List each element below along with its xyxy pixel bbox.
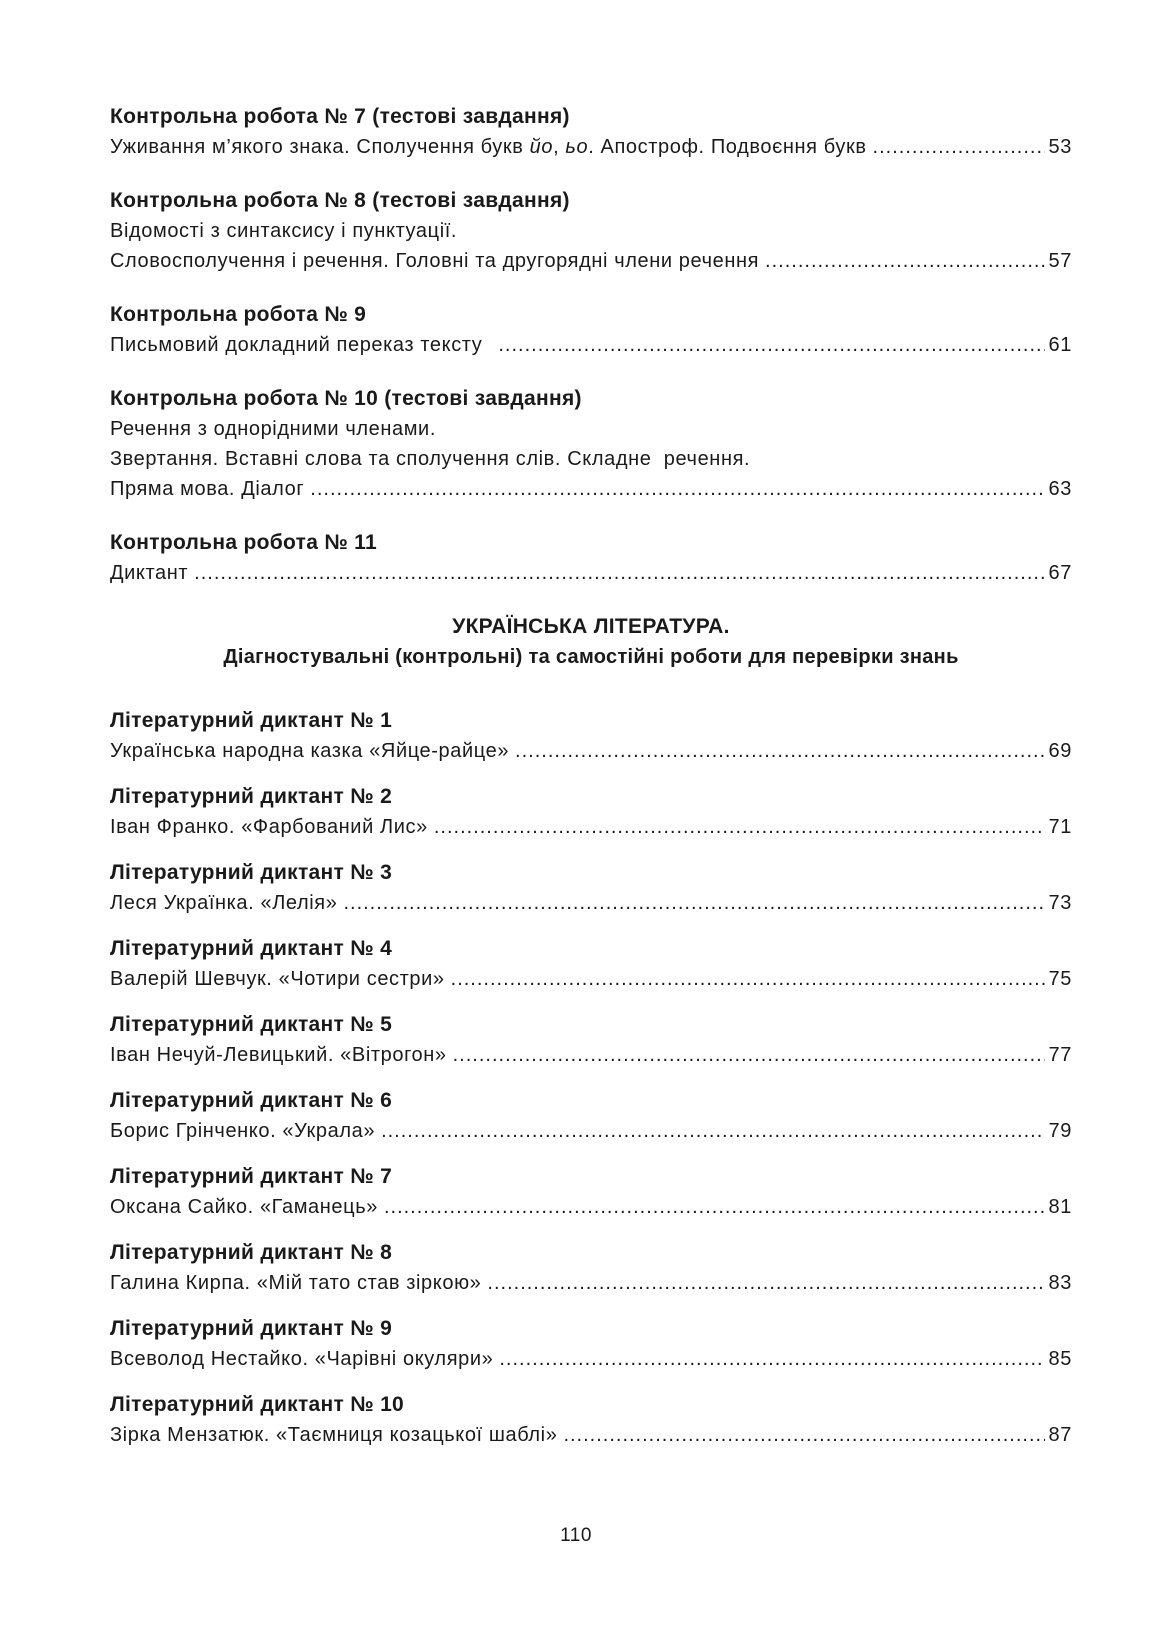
- toc-entry-test-10: [110, 384, 1072, 504]
- page-ref: 63: [1048, 478, 1072, 500]
- entry-text-italic: ьо: [565, 136, 589, 158]
- entry-line-with-page: [110, 558, 1072, 588]
- dot-leader: [515, 736, 1045, 766]
- dot-leader: [499, 1344, 1044, 1374]
- dot-leader: [453, 1040, 1045, 1070]
- entry-line-with-page: [110, 1116, 1072, 1146]
- entry-line-with-page: [110, 1040, 1072, 1070]
- entry-text: Іван Нечуй-Левицький. «Вітрогон»: [110, 1044, 447, 1066]
- toc-entry-literature: [110, 858, 1072, 918]
- entry-text: Леся Українка. «Лелія»: [110, 892, 338, 914]
- dot-leader: [381, 1116, 1044, 1146]
- page-ref: 81: [1048, 1196, 1072, 1218]
- toc-entry-test-11: [110, 528, 1072, 588]
- toc-entry-literature: [110, 1390, 1072, 1450]
- entry-text: Іван Франко. «Фарбований Лис»: [110, 816, 428, 838]
- entry-line: Відомості з синтаксису і пунктуації.: [110, 220, 458, 242]
- page-ref: 53: [1048, 136, 1072, 158]
- page-ref: 75: [1048, 968, 1072, 990]
- entry-text: Зірка Мензатюк. «Таємниця козацької шаблі»: [110, 1424, 558, 1446]
- entry-title: Літературний диктант № 9: [110, 1317, 393, 1340]
- entry-line-with-page: [110, 1268, 1072, 1298]
- toc-entry-test-9: [110, 300, 1072, 360]
- entry-line-with-page: [110, 474, 1072, 504]
- toc-entry-literature: [110, 782, 1072, 842]
- entry-text: Всеволод Нестайко. «Чарівні окуляри»: [110, 1348, 494, 1370]
- entry-title: Літературний диктант № 10: [110, 1393, 405, 1416]
- dot-leader: [498, 330, 1044, 360]
- entry-title: Літературний диктант № 2: [110, 785, 393, 808]
- entry-line-with-page: [110, 812, 1072, 842]
- entry-text: Борис Грінченко. «Украла»: [110, 1120, 376, 1142]
- entry-title: Літературний диктант № 6: [110, 1089, 393, 1112]
- entry-title: Літературний диктант № 7: [110, 1165, 393, 1188]
- entry-line-with-page: [110, 964, 1072, 994]
- entry-line-with-page: [110, 132, 1072, 162]
- dot-leader: [487, 1268, 1044, 1298]
- page-ref: 79: [1048, 1120, 1072, 1142]
- entry-line: Речення з однорідними членами.: [110, 418, 436, 440]
- toc-entry-literature: [110, 1086, 1072, 1146]
- entry-text-part: . Апостроф. Подвоєння букв: [588, 136, 867, 158]
- section-title: УКРАЇНСЬКА ЛІТЕРАТУРА.: [452, 615, 730, 638]
- page-ref: 67: [1048, 562, 1072, 584]
- entry-title: Контрольна робота № 8 (тестові завдання): [110, 189, 570, 212]
- page-ref: 87: [1048, 1424, 1072, 1446]
- entry-title: Контрольна робота № 10 (тестові завдання): [110, 387, 582, 410]
- entry-title: Літературний диктант № 1: [110, 709, 393, 732]
- dot-leader: [765, 246, 1045, 276]
- page-ref: 57: [1048, 250, 1072, 272]
- dot-leader: [343, 888, 1044, 918]
- page-ref: 73: [1048, 892, 1072, 914]
- entry-title: Контрольна робота № 7 (тестові завдання): [110, 105, 570, 128]
- entry-line-with-page: [110, 1344, 1072, 1374]
- toc-entry-literature: [110, 934, 1072, 994]
- page-ref: 69: [1048, 740, 1072, 762]
- dot-leader: [451, 964, 1045, 994]
- toc-entry-literature: [110, 1010, 1072, 1070]
- dot-leader: [873, 132, 1045, 162]
- toc-entry-test-8: [110, 186, 1072, 276]
- entry-title: Літературний диктант № 3: [110, 861, 393, 884]
- table-of-contents: [110, 102, 1072, 1466]
- section-subtitle: Діагностувальні (контрольні) та самостійні роботи для перевірки знань: [223, 646, 959, 668]
- toc-entry-literature: [110, 1162, 1072, 1222]
- page-ref: 71: [1048, 816, 1072, 838]
- entry-line-with-page: [110, 888, 1072, 918]
- entry-text: Пряма мова. Діалог: [110, 478, 305, 500]
- dot-leader: [384, 1192, 1045, 1222]
- entry-text-italic: йо: [529, 136, 554, 158]
- toc-entry-literature: [110, 1238, 1072, 1298]
- dot-leader: [563, 1420, 1044, 1450]
- entry-text: Українська народна казка «Яйце-райце»: [110, 740, 510, 762]
- section-heading: [110, 612, 1072, 672]
- toc-entry-literature: [110, 706, 1072, 766]
- entry-text: Словосполучення і речення. Головні та другорядні члени речення: [110, 250, 760, 272]
- dot-leader: [310, 474, 1044, 504]
- entry-text: Оксана Сайко. «Гаманець»: [110, 1196, 378, 1218]
- literature-list: [110, 706, 1072, 1450]
- entry-text: Валерій Шевчук. «Чотири сестри»: [110, 968, 445, 990]
- entry-title: Контрольна робота № 11: [110, 531, 377, 554]
- entry-line: Звертання. Вставні слова та сполучення слів. Складне речення.: [110, 448, 751, 470]
- entry-text: [110, 132, 867, 162]
- entry-title: Літературний диктант № 5: [110, 1013, 393, 1036]
- entry-text-part: Уживання м’якого знака. Сполучення букв: [110, 136, 530, 158]
- dot-leader: [434, 812, 1045, 842]
- page-ref: 61: [1048, 334, 1072, 356]
- page-ref: 77: [1048, 1044, 1072, 1066]
- entry-line-with-page: [110, 1192, 1072, 1222]
- entry-text: Диктант: [110, 562, 189, 584]
- page-number: 110: [560, 1525, 592, 1546]
- entry-text-part: ,: [553, 136, 566, 158]
- entry-text: Письмовий докладний переказ тексту: [110, 334, 483, 356]
- entry-title: Літературний диктант № 8: [110, 1241, 393, 1264]
- entry-text: Галина Кирпа. «Мій тато став зіркою»: [110, 1272, 482, 1294]
- entry-line-with-page: [110, 246, 1072, 276]
- toc-entry-literature: [110, 1314, 1072, 1374]
- entry-title: Літературний диктант № 4: [110, 937, 393, 960]
- page-ref: 83: [1048, 1272, 1072, 1294]
- entry-title: Контрольна робота № 9: [110, 303, 367, 326]
- entry-line-with-page: [110, 736, 1072, 766]
- dot-leader: [194, 558, 1044, 588]
- entry-line-with-page: [110, 1420, 1072, 1450]
- toc-entry-test-7: [110, 102, 1072, 162]
- page-ref: 85: [1048, 1348, 1072, 1370]
- entry-line-with-page: [110, 330, 1072, 360]
